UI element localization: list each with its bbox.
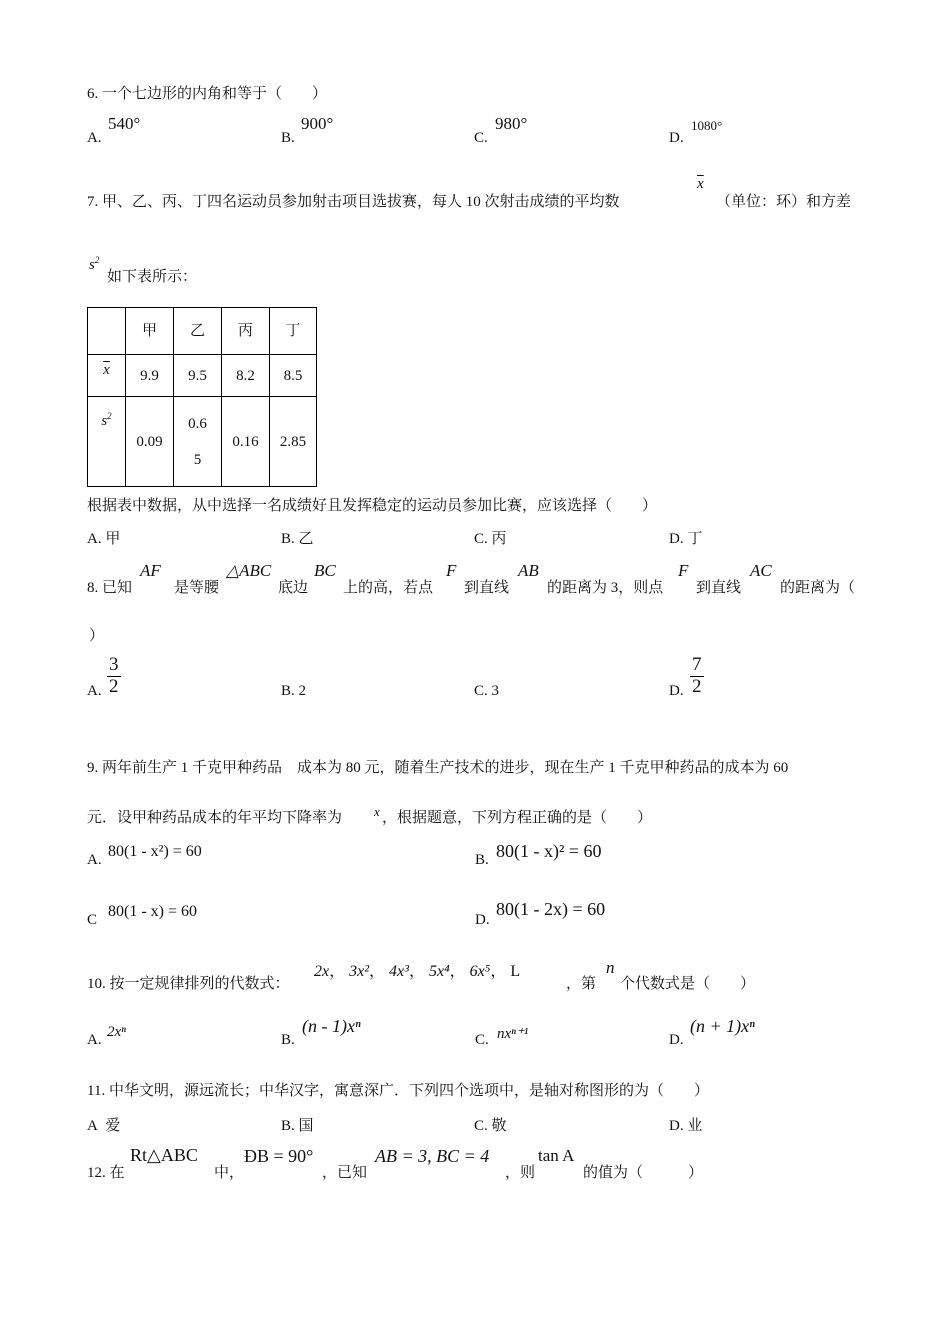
option-equation: 80(1 - x) = 60 (108, 903, 198, 920)
table-row-label: $s^2$ (88, 397, 126, 487)
option-text: D. 丁 (669, 531, 703, 547)
option-expression: nxⁿ⁺¹ (497, 1026, 529, 1042)
option-equation: 80(1 - x)² = 60 (496, 841, 602, 861)
term: 2x (314, 963, 330, 980)
term: L (510, 963, 521, 980)
table-cell: 9.5 (174, 355, 222, 397)
question-7-stem-part2: （单位：环）和方差 (716, 194, 852, 210)
option-text: B. 国 (281, 1118, 314, 1134)
question-9-line2b: ，根据题意，下列方程正确的是（ ） (382, 810, 653, 826)
table-cell: 8.5 (270, 355, 317, 397)
option-label: B. (281, 130, 295, 146)
question-6-options (87, 114, 887, 154)
table-header: 乙 (174, 308, 222, 355)
option-label: C. (474, 130, 488, 146)
option-expression: (n + 1)xⁿ (690, 1016, 755, 1036)
option-label: D. (669, 683, 684, 699)
option-text: A 爱 (87, 1118, 121, 1134)
table-header-row (88, 308, 317, 355)
question-12-part5: 的值为（ ） (583, 1165, 704, 1181)
option-label: D. (669, 130, 684, 146)
option-label: A. (87, 683, 102, 699)
option-value: 1080° (691, 118, 723, 133)
question-12-part4: ，则 (505, 1165, 536, 1181)
option-fraction: $\frac{3}{2}$ (109, 654, 119, 697)
question-7-stem-part1: 7. 甲、乙、丙、丁四名运动员参加射击项目选拔赛，每人 10 次射击成绩的平均数 (87, 194, 620, 210)
variance-symbol: $s^2$ (89, 255, 100, 273)
option-label: C. (475, 1032, 489, 1048)
score-table (87, 307, 317, 487)
variable-n: n (606, 958, 615, 977)
option-expression: (n - 1)xⁿ (302, 1016, 361, 1036)
option-label: D. (475, 912, 490, 928)
question-8-part1: 8. 已知 (87, 580, 133, 596)
table-header: 丁 (270, 308, 317, 355)
term: 6x⁵ (469, 963, 491, 980)
question-7-stem-part3: 如下表所示： (107, 269, 198, 285)
segment-bc: BC (314, 561, 336, 580)
question-8-part7: 到直线 (696, 580, 742, 596)
segment-af: AF (140, 561, 161, 580)
variable-x: x (374, 804, 380, 819)
table-cell: 8.2 (222, 355, 270, 397)
term: 5x⁴ (428, 963, 450, 980)
table-cell: 0.6 5 (174, 397, 222, 487)
line-ac: AC (750, 561, 772, 580)
option-equation: 80(1 - x²) = 60 (108, 843, 202, 860)
question-8-part4: 上的高，若点 (343, 580, 434, 596)
option-label: C (87, 912, 98, 928)
point-f: F (446, 561, 457, 580)
question-8-part3: 底边 (278, 580, 309, 596)
term: 3x² (349, 963, 370, 980)
question-10-part3: 个代数式是（ ） (620, 976, 756, 992)
table-cell: 0.16 (222, 397, 270, 487)
table-row-variance (88, 397, 317, 487)
sequence-terms: 2x， 3x²， 4x³， 5x⁴， 6x⁵， L (314, 963, 521, 980)
option-label: A. (87, 1032, 102, 1048)
option-label: B. (475, 852, 489, 868)
question-12-part1: 12. 在 (87, 1165, 125, 1181)
point-f: F (678, 561, 689, 580)
option-value: 900° (301, 114, 334, 133)
table-header: 丙 (222, 308, 270, 355)
triangle-abc: △ABC (226, 561, 272, 580)
line-ab: AB (518, 561, 539, 580)
term: 4x³ (389, 963, 409, 980)
option-label: A. (87, 130, 102, 146)
question-8-part9: ） (89, 628, 105, 644)
option-label: B. (281, 1032, 295, 1048)
question-8-options (87, 655, 887, 705)
option-text: C. 3 (474, 683, 500, 699)
question-11-stem: 11. 中华文明，源远流长；中华汉字，寓意深广．下列四个选项中，是轴对称图形的为（ ） (87, 1083, 709, 1099)
table-cell (88, 308, 126, 355)
question-8-part8: 的距离为（ (780, 580, 856, 596)
question-6-stem: 6. 一个七边形的内角和等于（ ） (87, 86, 328, 102)
question-12-part2: 中， (214, 1165, 245, 1181)
option-fraction: $\frac{7}{2}$ (692, 654, 702, 697)
option-expression: 2xⁿ (107, 1024, 126, 1040)
right-triangle: Rt△ABC (130, 1145, 198, 1165)
option-text: B. 乙 (281, 531, 314, 547)
mean-symbol: $\overline{x}$ (697, 176, 704, 192)
option-label: D. (669, 1032, 684, 1048)
option-text: C. 敬 (474, 1118, 507, 1134)
given-lengths: AB = 3, BC = 4 (375, 1146, 490, 1166)
question-7-question: 根据表中数据，从中选择一名成绩好且发挥稳定的运动员参加比赛，应该选择（ ） (87, 498, 658, 514)
question-12-part3: ，已知 (322, 1165, 368, 1181)
option-text: B. 2 (281, 683, 307, 699)
table-row-label: $\overline{x}$ (88, 355, 126, 397)
option-label: A. (87, 852, 102, 868)
option-text: D. 业 (669, 1118, 703, 1134)
table-cell: 0.09 (126, 397, 174, 487)
option-value: 980° (495, 114, 528, 133)
table-header: 甲 (126, 308, 174, 355)
question-9-line1: 9. 两年前生产 1 千克甲种药品 成本为 80 元，随着生产技术的进步，现在生产 1 千克甲种药品的成本为 60 (87, 760, 789, 776)
question-8-part2: 是等腰 (174, 580, 220, 596)
table-cell: 9.9 (126, 355, 174, 397)
question-8-part5: 到直线 (464, 580, 510, 596)
option-text: A. 甲 (87, 531, 121, 547)
table-cell: 2.85 (270, 397, 317, 487)
table-row-mean (88, 355, 317, 397)
option-value: 540° (108, 114, 141, 133)
question-10-stem: 10. 按一定规律排列的代数式： (87, 976, 290, 992)
angle-condition: ÐB = 90° (244, 1146, 314, 1166)
question-9-line2a: 元．设甲种药品成本的年平均下降率为 (87, 810, 343, 826)
tan-expression: tan A (538, 1146, 575, 1165)
option-equation: 80(1 - 2x) = 60 (496, 899, 606, 919)
option-text: C. 丙 (474, 531, 507, 547)
question-8-part6: 的距离为 3，则点 (547, 580, 664, 596)
question-10-part2: ，第 (566, 976, 597, 992)
